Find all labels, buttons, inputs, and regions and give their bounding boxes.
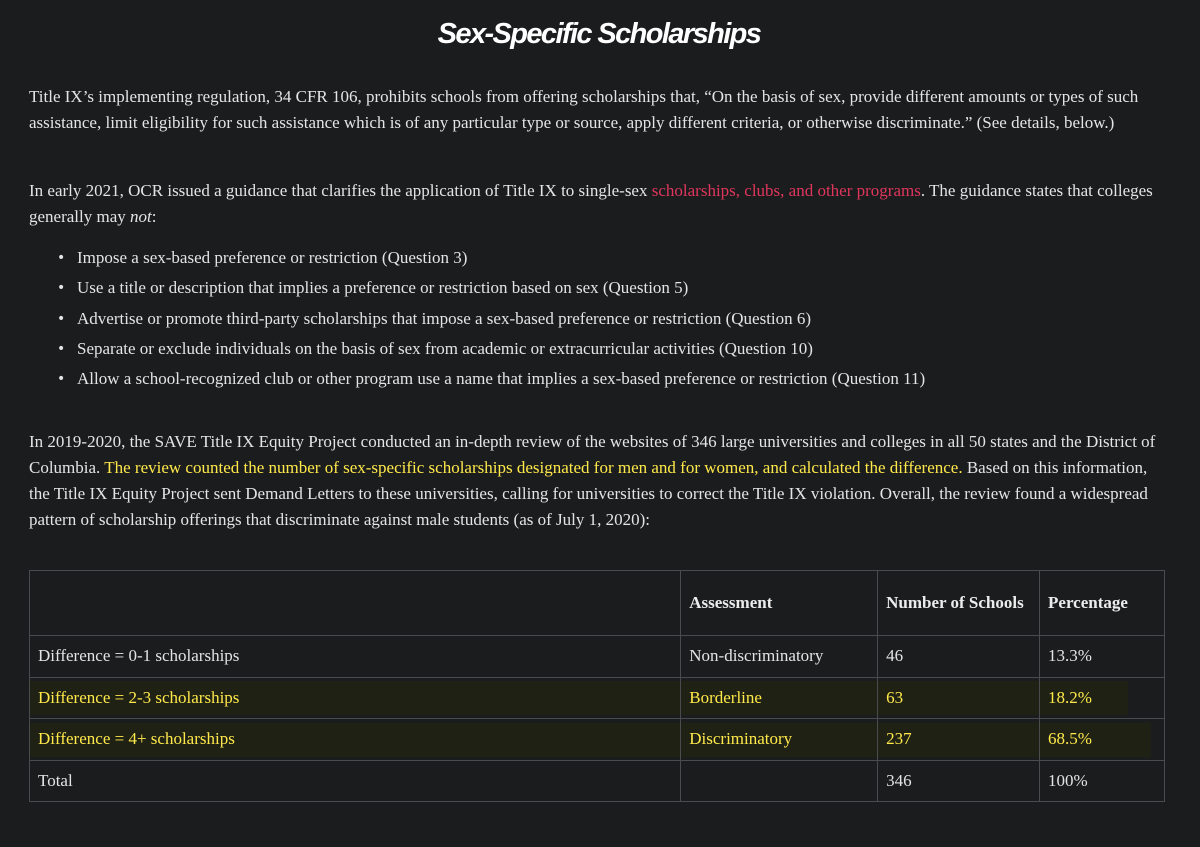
bullet-icon: • [57,310,66,327]
list-item: • Separate or exclude individuals on the basis of sex from academic or extracurricular activities (Question 10) [55,336,1155,366]
table-row [30,636,1165,678]
bullet-icon: • [57,340,66,357]
row-schools: 63 [878,677,1040,719]
row-schools: 346 [878,760,1040,802]
row-schools: 237 [878,719,1040,761]
guidance-text-end: : [151,207,157,226]
list-item: • Impose a sex-based preference or restriction (Question 3) [55,245,1155,275]
row-assessment: Discriminatory [681,719,878,761]
table-row [30,677,1165,719]
row-assessment: Non-discriminatory [681,636,878,678]
row-percentage: 100% [1040,760,1165,802]
scholarships-clubs-link[interactable]: scholarships, clubs, and other programs [651,181,921,200]
row-label: Difference = 2-3 scholarships [30,677,681,719]
bullet-icon: • [57,371,66,388]
page-title: Sex-Specific Scholarships [437,18,761,50]
table-header-assessment: Assessment [681,571,878,636]
guidance-text-middle: . The guidance states that colleges generally may [29,181,1153,226]
review-text-start: In 2019-2020, the SAVE Title IX Equity Project conducted an in-depth review of the websites of 346 large universities and colleges in all 50 states and the District of Columbia. [29,432,1156,477]
guidance-emphasis: not [130,207,152,226]
list-item: • Allow a school-recognized club or other program use a name that implies a sex-based preference or restriction (Question 11) [55,366,1155,396]
review-text-end: Based on this information, the Title IX Equity Project sent Demand Letters to these universities, calling for universities to correct the Title IX violation. Overall, the review found a widespread pattern of scholarship offerings that discriminate against male students (as of July 1, 2020): [29,458,1148,529]
bullet-icon: • [57,250,66,266]
guidance-paragraph [29,178,1169,230]
table-header-cell [30,571,681,636]
table-header-percentage: Percentage [1040,571,1165,636]
row-assessment: Borderline [681,677,878,719]
row-label: Difference = 4+ scholarships [30,719,681,761]
row-percentage: 13.3% [1040,636,1165,678]
guidance-list [55,245,1155,396]
table-header-row [30,571,1165,636]
row-percentage: 18.2% [1040,677,1165,719]
row-percentage: 68.5% [1040,719,1165,761]
row-schools: 46 [878,636,1040,678]
row-label: Difference = 0-1 scholarships [30,636,681,678]
list-item: • Advertise or promote third-party scholarships that impose a sex-based preference or restriction (Question 6) [55,306,1155,336]
review-highlight: The review counted the number of sex-specific scholarships designated for men and for women, and calculated the difference. [104,458,963,477]
guidance-text-start: In early 2021, OCR issued a guidance that clarifies the application of Title IX to single-sex [29,181,652,200]
bullet-icon: • [57,280,66,297]
row-assessment [681,760,878,802]
intro-paragraph: Title IX’s implementing regulation, 34 CFR 106, prohibits schools from offering scholarships that, “On the basis of sex, provide different amounts or types of such assistance, limit eligibility for such assistance which is of any particular type or source, apply different criteria, or otherwise discriminate.” (See details, below.) [29,87,1139,132]
table-row [30,760,1165,802]
scholarship-table [29,570,1165,802]
table-header-schools: Number of Schools [878,571,1040,636]
row-label: Total [30,760,681,802]
review-paragraph [29,429,1169,533]
list-item: • Use a title or description that implies a preference or restriction based on sex (Question 5) [55,275,1155,305]
table-row [30,719,1165,761]
